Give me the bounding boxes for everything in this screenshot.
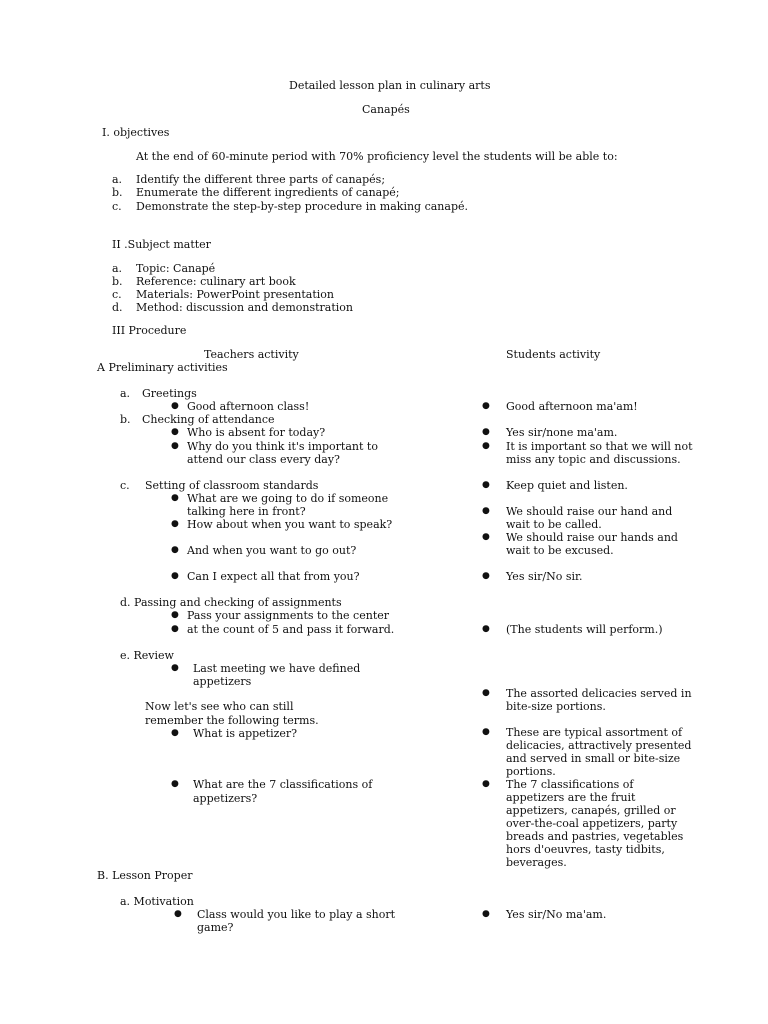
objective-marker: a. xyxy=(112,173,123,186)
bullet-icon: ● xyxy=(171,441,179,451)
greetings-label: Greetings xyxy=(142,387,197,400)
bullet-icon: ● xyxy=(482,506,490,516)
subject-item: Method: discussion and demonstration xyxy=(136,301,354,314)
teacher-line: talking here in front? xyxy=(187,505,306,518)
bullet-icon: ● xyxy=(482,441,490,451)
student-line: Yes sir/none ma'am. xyxy=(506,426,618,439)
student-line: Keep quiet and listen. xyxy=(506,479,628,492)
motivation-label: a. Motivation xyxy=(120,895,194,908)
teacher-line: at the count of 5 and pass it forward. xyxy=(187,623,395,636)
review-label: e. Review xyxy=(120,649,174,662)
bullet-icon: ● xyxy=(482,532,490,542)
bullet-icon: ● xyxy=(174,909,182,919)
subject-marker: a. xyxy=(112,262,123,275)
document-subtitle: Canapés xyxy=(362,103,410,116)
student-line: (The students will perform.) xyxy=(506,623,663,636)
bullet-icon: ● xyxy=(171,401,179,411)
bullet-icon: ● xyxy=(171,571,179,581)
bullet-icon: ● xyxy=(482,779,490,789)
students-activity-header: Students activity xyxy=(506,348,601,361)
student-line: miss any topic and discussions. xyxy=(506,453,681,466)
standards-marker: c. xyxy=(120,479,130,492)
teacher-line: Pass your assignments to the center xyxy=(187,609,390,622)
teacher-line: attend our class every day? xyxy=(187,453,340,466)
objective-item: Demonstrate the step-by-step procedure in making canapé. xyxy=(136,200,468,213)
teacher-line: Class would you like to play a short xyxy=(197,908,396,921)
student-line: Yes sir/No sir. xyxy=(506,570,583,583)
standards-label: Setting of classroom standards xyxy=(145,479,319,492)
subject-item: Topic: Canapé xyxy=(136,262,216,275)
bullet-icon: ● xyxy=(171,610,179,620)
student-line: hors d'oeuvres, tasty tidbits, xyxy=(506,843,665,856)
subject-item: Materials: PowerPoint presentation xyxy=(136,288,334,301)
teacher-line: Who is absent for today? xyxy=(187,426,326,439)
bullet-icon: ● xyxy=(482,624,490,634)
student-line: wait to be excused. xyxy=(506,544,614,557)
bullet-icon: ● xyxy=(482,727,490,737)
student-line: appetizers, canapés, grilled or xyxy=(506,804,676,817)
teacher-line: And when you want to go out? xyxy=(187,544,357,557)
teacher-line: What are we going to do if someone xyxy=(187,492,389,505)
bullet-icon: ● xyxy=(171,624,179,634)
objective-marker: b. xyxy=(112,186,123,199)
subject-marker: d. xyxy=(112,301,123,314)
subject-marker: c. xyxy=(112,288,122,301)
bullet-icon: ● xyxy=(171,493,179,503)
review-note: Now let's see who can still xyxy=(145,700,294,713)
teacher-line: What are the 7 classifications of xyxy=(193,778,373,791)
bullet-icon: ● xyxy=(482,427,490,437)
lesson-proper-heading: B. Lesson Proper xyxy=(97,869,193,882)
student-line: It is important so that we will not xyxy=(506,440,693,453)
objectives-heading: I. objectives xyxy=(102,126,170,139)
bullet-icon: ● xyxy=(482,909,490,919)
bullet-icon: ● xyxy=(482,401,490,411)
student-line: portions. xyxy=(506,765,556,778)
student-line: bite-size portions. xyxy=(506,700,606,713)
attendance-label: Checking of attendance xyxy=(142,413,275,426)
teacher-line: game? xyxy=(197,921,234,934)
objective-marker: c. xyxy=(112,200,122,213)
assignments-label: d. Passing and checking of assignments xyxy=(120,596,342,609)
bullet-icon: ● xyxy=(171,545,179,555)
student-line: We should raise our hand and xyxy=(506,505,673,518)
teacher-line: How about when you want to speak? xyxy=(187,518,393,531)
student-line: Good afternoon ma'am! xyxy=(506,400,638,413)
teacher-line: Why do you think it's important to xyxy=(187,440,378,453)
student-line: over-the-coal appetizers, party xyxy=(506,817,678,830)
student-line: The assorted delicacies served in xyxy=(506,687,692,700)
teacher-line: Last meeting we have defined xyxy=(193,662,361,675)
greetings-marker: a. xyxy=(120,387,131,400)
subject-marker: b. xyxy=(112,275,123,288)
student-line: The 7 classifications of xyxy=(506,778,634,791)
objective-item: Enumerate the different ingredients of canapé; xyxy=(136,186,400,199)
student-line: wait to be called. xyxy=(506,518,602,531)
student-line: and served in small or bite-size xyxy=(506,752,681,765)
teacher-line: Good afternoon class! xyxy=(187,400,310,413)
bullet-icon: ● xyxy=(171,519,179,529)
procedure-heading: III Procedure xyxy=(112,324,187,337)
objective-item: Identify the different three parts of canapés; xyxy=(136,173,386,186)
student-line: breads and pastries, vegetables xyxy=(506,830,684,843)
attendance-marker: b. xyxy=(120,413,131,426)
student-line: Yes sir/No ma'am. xyxy=(506,908,607,921)
review-note: remember the following terms. xyxy=(145,714,319,727)
student-line: delicacies, attractively presented xyxy=(506,739,692,752)
bullet-icon: ● xyxy=(171,427,179,437)
bullet-icon: ● xyxy=(482,571,490,581)
student-line: These are typical assortment of xyxy=(506,726,683,739)
student-line: We should raise our hands and xyxy=(506,531,678,544)
bullet-icon: ● xyxy=(482,688,490,698)
bullet-icon: ● xyxy=(171,663,179,673)
teacher-line: What is appetizer? xyxy=(193,727,298,740)
teacher-line: appetizers xyxy=(193,675,252,688)
objectives-intro: At the end of 60-minute period with 70% proficiency level the students will be able to: xyxy=(136,150,618,163)
document-title: Detailed lesson plan in culinary arts xyxy=(289,79,491,92)
teacher-line: Can I expect all that from you? xyxy=(187,570,360,583)
teacher-line: appetizers? xyxy=(193,792,258,805)
subject-matter-heading: II .Subject matter xyxy=(112,238,211,251)
bullet-icon: ● xyxy=(482,480,490,490)
bullet-icon: ● xyxy=(171,779,179,789)
preliminary-heading: A Preliminary activities xyxy=(97,361,228,374)
subject-item: Reference: culinary art book xyxy=(136,275,296,288)
student-line: appetizers are the fruit xyxy=(506,791,636,804)
bullet-icon: ● xyxy=(171,728,179,738)
student-line: beverages. xyxy=(506,856,567,869)
teachers-activity-header: Teachers activity xyxy=(204,348,299,361)
